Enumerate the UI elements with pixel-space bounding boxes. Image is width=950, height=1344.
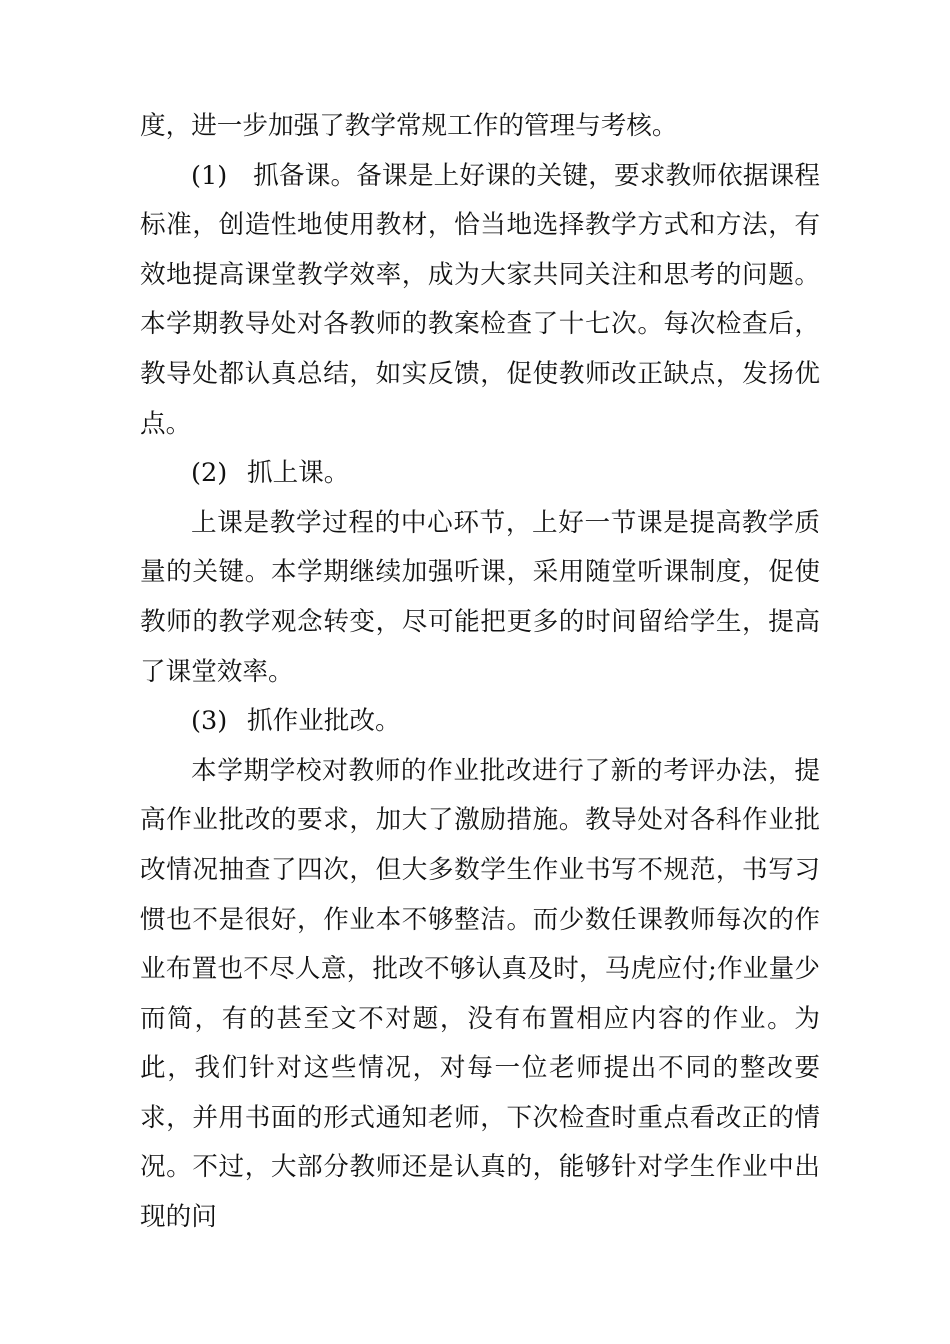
section-heading-homework [140, 697, 820, 747]
section-number: (2) [191, 458, 228, 489]
paragraph-classes: 上课是教学过程的中心环节，上好一节课是提高教学质量的关键。本学期继续加强听课，采用随堂听课制度，促使教师的教学观念转变，尽可能把更多的时间留给学生，提高了课堂效率。 [140, 507, 820, 687]
section-heading-classes [140, 449, 820, 499]
paragraph-lesson-preparation: (1) 抓备课。备课是上好课的关键，要求教师依据课程标准，创造性地使用教材，恰当地选择教学方式和方法，有效地提高课堂教学效率，成为大家共同关注和思考的问题。本学期教导处对各教师的教案检查了十七次。每次检查后，教导处都认真总结，如实反馈，促使教师改正缺点，发扬优点。 [140, 160, 820, 439]
section-heading-text: 抓作业批改。 [247, 706, 401, 737]
paragraph-continuation: 度，进一步加强了教学常规工作的管理与考核。 [140, 111, 678, 141]
document-body [140, 102, 820, 1243]
paragraph-homework: 本学期学校对教师的作业批改进行了新的考评办法，提高作业批改的要求，加大了激励措施。教导处对各科作业批改情况抽查了四次，但大多数学生作业书写不规范，书写习惯也不是很好，作业本不够整洁。而少数任课教师每次的作业布置也不尽人意，批改不够认真及时，马虎应付;作业量少而简，有的甚至文不对题，没有布置相应内容的作业。为此，我们针对这些情况，对每一位老师提出不同的整改要求，并用书面的形式通知老师，下次检查时重点看改正的情况。不过，大部分教师还是认真的，能够针对学生作业中出现的问 [140, 755, 820, 1233]
section-heading-text: 抓上课。 [247, 458, 350, 489]
section-number: (3) [191, 706, 228, 737]
